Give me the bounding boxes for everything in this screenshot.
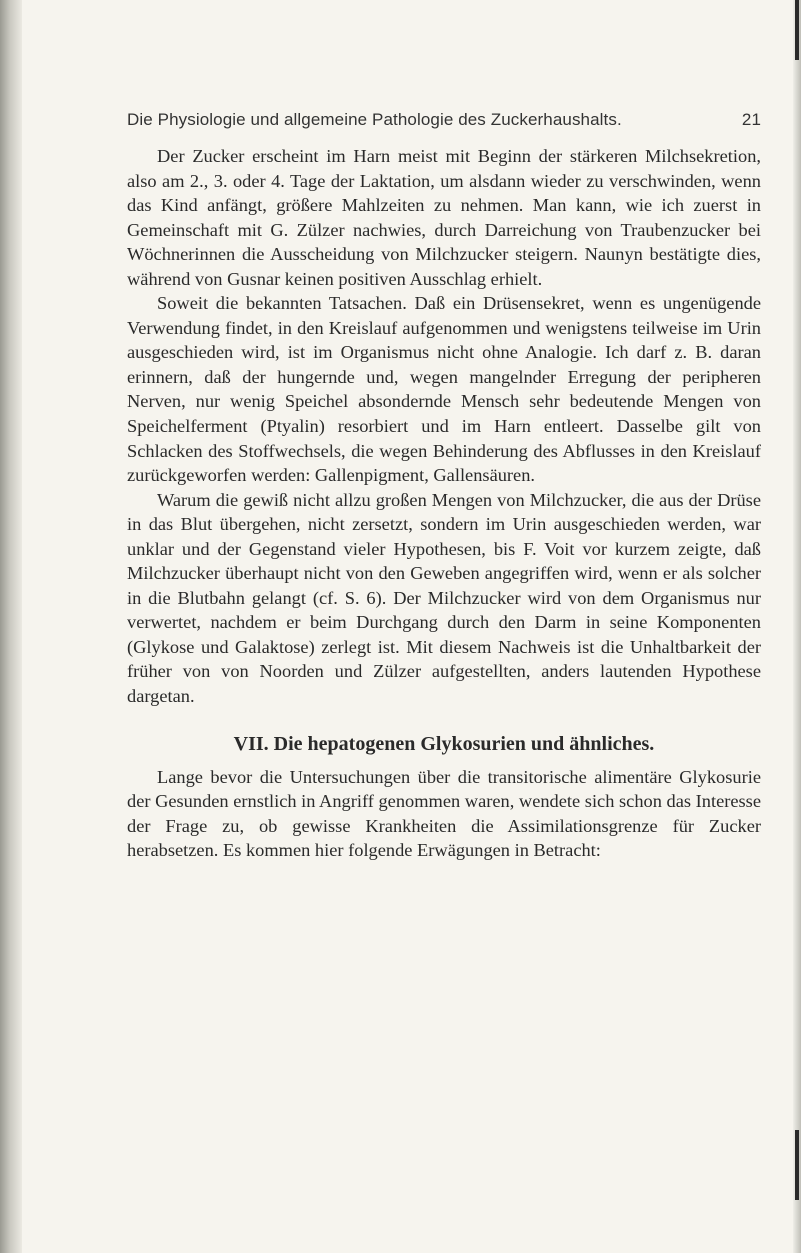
paragraph: Warum die gewiß nicht allzu großen Mengen von Milchzucker, die aus der Drüse in das Blut übergehen, nicht zersetzt, sondern im Urin ausgeschieden werden, war unklar und der Gegenstand vieler Hypothesen, bis F. Voit vor kurzem zeigte, daß Milchzucker überhaupt nicht von den Geweben angegriffen wird, wenn er als solcher in die Blutbahn gelangt (cf. S. 6). Der Milchzucker wird von dem Organismus nur verwertet, nachdem er beim Durchgang durch den Darm in seine Komponenten (Glykose und Galaktose) zerlegt ist. Mit diesem Nachweis ist die Unhaltbarkeit der früher von von Noorden und Zülzer aufgestellten, anders lautenden Hypothese dargetan. [127, 489, 761, 707]
page-number: 21 [741, 110, 761, 129]
running-head [127, 108, 761, 132]
section-heading: VII. Die hepatogenen Glykosurien und ähnliches. [233, 732, 655, 755]
page-edge-mark [795, 1130, 799, 1200]
page-right-edge [793, 0, 801, 1253]
paragraph: Lange bevor die Untersuchungen über die transitorische alimentäre Glykosurie der Gesunden ernstlich in Angriff genommen waren, wendete sich schon das Interesse der Frage zu, ob gewisse Krankheiten die Assimilationsgrenze für Zucker herabsetzen. Es kommen hier folgende Erwägungen in Betracht: [127, 766, 761, 861]
page-edge-mark [795, 0, 799, 60]
book-page [127, 108, 761, 863]
paragraph: Soweit die bekannten Tatsachen. Daß ein Drüsensekret, wenn es ungenügende Verwendung findet, in den Kreislauf aufgenommen und wenigstens teilweise im Urin ausgeschieden wird, ist im Organismus nicht ohne Analogie. Ich darf z. B. daran erinnern, daß der hungernde und, wegen mangelnder Erregung der peripheren Nerven, nur wenig Speichel absondernde Mensch sehr bedeutende Mengen von Speichelferment (Ptyalin) resorbiert und im Harn entleert. Dasselbe gilt von Schlacken des Stoffwechsels, die wegen Behinderung des Abflusses in den Kreislauf zurückgeworfen werden: Gallenpigment, Gallensäuren. [127, 293, 761, 486]
running-head-title: Die Physiologie und allgemeine Pathologie des Zuckerhaushalts. [127, 110, 622, 129]
page-left-edge-shadow [0, 0, 22, 1253]
paragraph: Der Zucker erscheint im Harn meist mit Beginn der stärkeren Milchsekretion, also am 2., 3. oder 4. Tage der Laktation, um alsdann wieder zu verschwinden, wenn das Kind anfängt, größere Mahlzeiten zu nehmen. Man kann, wie ich zuerst in Gemeinschaft mit G. Zülzer nachwies, durch Darreichung von Traubenzucker bei Wöchnerinnen die Ausscheidung von Milchzucker steigern. Naunyn bestätigte dies, während von Gusnar keinen positiven Ausschlag erhielt. [127, 146, 761, 289]
